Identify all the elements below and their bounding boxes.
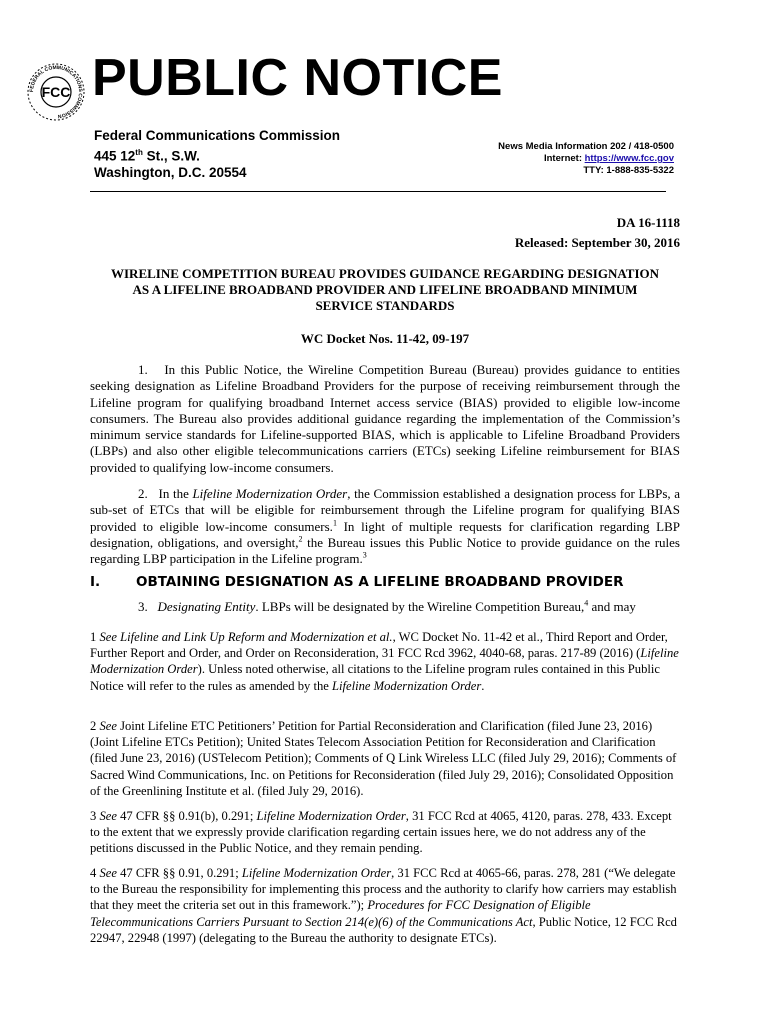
docket-numbers: WC Docket Nos. 11-42, 09-197 xyxy=(300,331,470,346)
svg-text:FCC: FCC xyxy=(41,84,71,100)
paragraph-3: 3. Designating Entity. LBPs will be designated by the Wireline Competition Bureau,$^4$ and may xyxy=(138,598,636,614)
footnote-2: 2 See Joint Lifeline ETC Petitioners’ Petition for Partial Reconsideration and Clarification (filed June 23, 2016) (Joint Lifeline ETCs Petition); United States Telecom Association Petition for Reconsideration and Clarification (filed June 23, 2016) (USTelecom Petition); Comments of Q Link Wireless LLC (filed July 29, 2016); Comments of Sacred Wind Communications, Inc. on Petitions for Reconsideration (filed July 29, 2016); Consolidated Opposition of the Greenlining Institute et al. (filed July 29, 2016). xyxy=(90,719,677,798)
notice-headline: WIRELINE COMPETITION BUREAU PROVIDES GUIDANCE REGARDING DESIGNATION AS A LIFELINE BROADBAND PROVIDER AND LIFELINE BROADBAND MINIMUM SERVICE STANDARDS xyxy=(111,266,659,313)
svg-text:FEDERAL COMMUNICATIONS COMMISS: FEDERAL COMMUNICATIONS COMMISSION xyxy=(28,64,84,119)
footnote-ref[interactable]: 4 xyxy=(584,598,589,608)
da-number: DA 16-1118 xyxy=(616,215,680,230)
release-date: Released: September 30, 2016 xyxy=(514,235,680,250)
footnote-4: 4 See 47 CFR §§ 0.91, 0.291; Lifeline Modernization Order, 31 FCC Rcd at 4065-66, paras. 278, 281 (“We delegate to the Bureau the responsibility for implementing this process and the authority to clarify how carriers may establish that they meet the criteria set out in this framework.”); Procedures for FCC Designation of Eligible Telecommunications Carriers Pursuant to Section 214(e)(6) of the Communications Act, Public Notice, 12 FCC Rcd 22947, 22948 (1997) (delegating to the Bureau the authority to designate ETCs). xyxy=(90,866,677,945)
section-heading: I. OBTAINING DESIGNATION AS A LIFELINE BROADBAND PROVIDER xyxy=(90,574,624,590)
media-info-line: News Media Information 202 / 418-0500 xyxy=(498,141,674,152)
page-title: PUBLIC NOTICE xyxy=(92,49,503,107)
city-line: Washington, D.C. 20554 xyxy=(94,164,247,180)
footnote-ref[interactable]: 1 xyxy=(332,518,337,528)
internet-line: Internet: https://www.fcc.gov xyxy=(543,153,674,164)
footnote-ref[interactable]: 2 xyxy=(298,534,303,544)
tty-line: TTY: 1-888-835-5322 xyxy=(583,165,674,176)
fcc-seal-logo xyxy=(26,62,86,122)
paragraph-1: 1. In this Public Notice, the Wireline Competition Bureau (Bureau) provides guidance to entities seeking designation as Lifeline Broadband Providers for the purpose of receiving reimbursement through the Lifeline program for qualifying broadband Internet access service (BIAS) provided to eligible low-income consumers. The Bureau also provides additional guidance regarding the implementation of the Commission’s minimum service standards for Lifeline-supported BIAS, which is applicable to Lifeline Broadband Providers (LBPs) and also other eligible telecommunications carriers (ETCs) seeking Lifeline reimbursement for BIAS provided to qualifying low-income consumers. xyxy=(90,362,680,475)
fcc-website-link[interactable]: https://www.fcc.gov xyxy=(584,153,674,164)
agency-name: Federal Communications Commission xyxy=(94,128,341,143)
street-address: 445 12th St., S.W. xyxy=(94,147,200,163)
header-divider xyxy=(90,191,666,192)
footnote-3: 3 See 47 CFR §§ 0.91(b), 0.291; Lifeline Modernization Order, 31 FCC Rcd at 4065, 4120, paras. 278, 433. Except to the extent that we expressly provide clarification regarding certain issues here, we do not address any of the petitions discussed in the Public Notice, and they remain pending. xyxy=(90,809,672,856)
paragraph-2: 2. In the Lifeline Modernization Order, the Commission established a designation process for LBPs, a sub-set of ETCs that will be eligible for reimbursement through the Lifeline program for qualifying BIAS provided to eligible low-income consumers.$^1$ In light of multiple requests for clarification regarding LBP designation, obligations, and oversight,$^2$ the Bureau issues this Public Notice to provide guidance on the rules regarding LBP participation in the Lifeline program.$^3$ xyxy=(90,486,680,567)
media-contact xyxy=(498,141,674,177)
document-meta xyxy=(515,213,680,253)
agency-address xyxy=(94,128,340,181)
footnote-1: 1 See Lifeline and Link Up Reform and Modernization et al., WC Docket No. 11-42 et al., Third Report and Order, Further Report and Order, and Order on Reconsideration, 31 FCC Rcd 3962, 4040-68, paras. 217-89 (2016) (Lifeline Modernization Order). Unless noted otherwise, all citations to the Lifeline program rules contained in this Public Notice will refer to the rules as amended by the Lifeline Modernization Order. xyxy=(90,630,679,693)
footnote-ref[interactable]: 3 xyxy=(362,550,367,560)
